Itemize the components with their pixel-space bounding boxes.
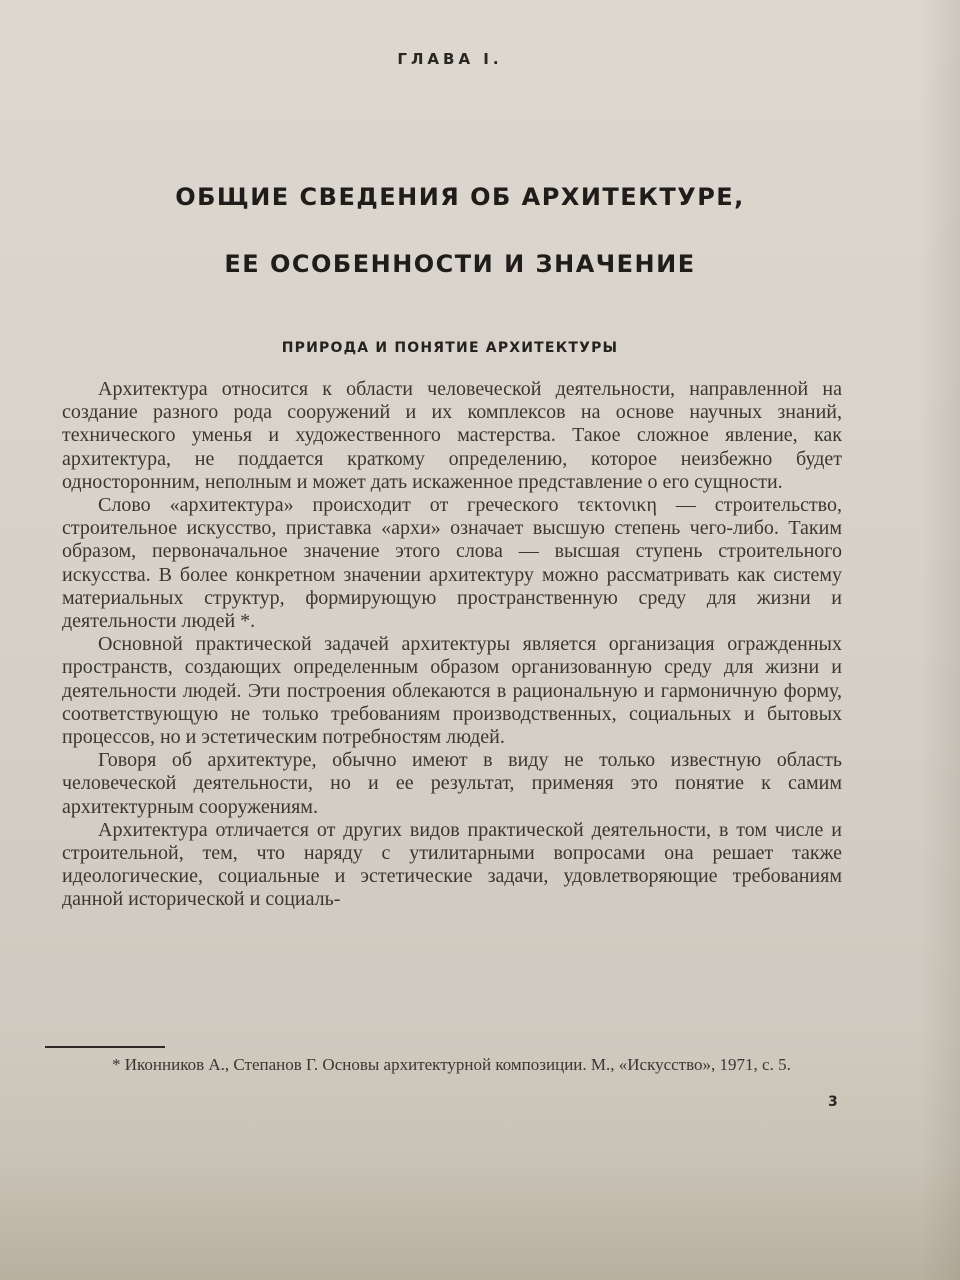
paragraph: Основной практической задачей архитектуры является организация огражденных пространств, создающих определенным образом организованную среду для жизни и деятельности людей. Эти построения облекаются в рациональную и гармоничную форму, соответствующую не только требованиям производственных, социальных и бытовых процессов, но и эстетическим потребностям людей. bbox=[62, 633, 842, 749]
section-heading: ПРИРОДА И ПОНЯТИЕ АРХИТЕКТУРЫ bbox=[281, 340, 619, 356]
footnote-divider bbox=[45, 1046, 165, 1048]
paragraph: Архитектура отличается от других видов практической деятельности, в том числе и строительной, тем, что наряду с утилитарными вопросами она решает также идеологические, социальные и эстетические задачи, удовлетворяющие требованиям данной исторической и социаль- bbox=[62, 818, 842, 911]
footnote-text: * Иконников А., Степанов Г. Основы архитектурной композиции. М., «Искусство», 1971, с. 5. bbox=[112, 1055, 791, 1074]
paragraph: Слово «архитектура» происходит от греческого τεκτονικη — строительство, строительное искусство, приставка «архи» означает высшую степень чего-либо. Таким образом, первоначальное значение этого слова — высшая ступень строительного искусства. В более конкретном значении архитектуру можно рассматривать как систему материальных структур, формирующую пространственную среду для жизни и деятельности людей *. bbox=[62, 494, 842, 633]
chapter-heading: ГЛАВА I. bbox=[397, 50, 503, 68]
page-bottom-shade bbox=[0, 1160, 960, 1280]
page-edge-shadow bbox=[920, 0, 960, 1280]
paragraph: Архитектура относится к области человеческой деятельности, направленной на создание разного рода сооружений и их комплексов на основе научных знаний, технического уменья и художественного мастерства. Такое сложное явление, как архитектура, не поддается краткому определению, которое неизбежно будет односторонним, неполным и может дать искаженное представление о его сущности. bbox=[62, 378, 842, 493]
chapter-title-line-2: ЕЕ ОСОБЕННОСТИ И ЗНАЧЕНИЕ bbox=[224, 250, 696, 278]
body-text bbox=[62, 378, 842, 912]
page-number: 3 bbox=[828, 1094, 838, 1110]
paragraph: Говоря об архитектуре, обычно имеют в виду не только известную область человеческой деятельности, но и ее результат, применяя это понятие к самим архитектурным сооружениям. bbox=[62, 749, 842, 818]
footnote bbox=[52, 1053, 832, 1077]
chapter-title-line-1: ОБЩИЕ СВЕДЕНИЯ ОБ АРХИТЕКТУРЕ, bbox=[175, 183, 745, 211]
